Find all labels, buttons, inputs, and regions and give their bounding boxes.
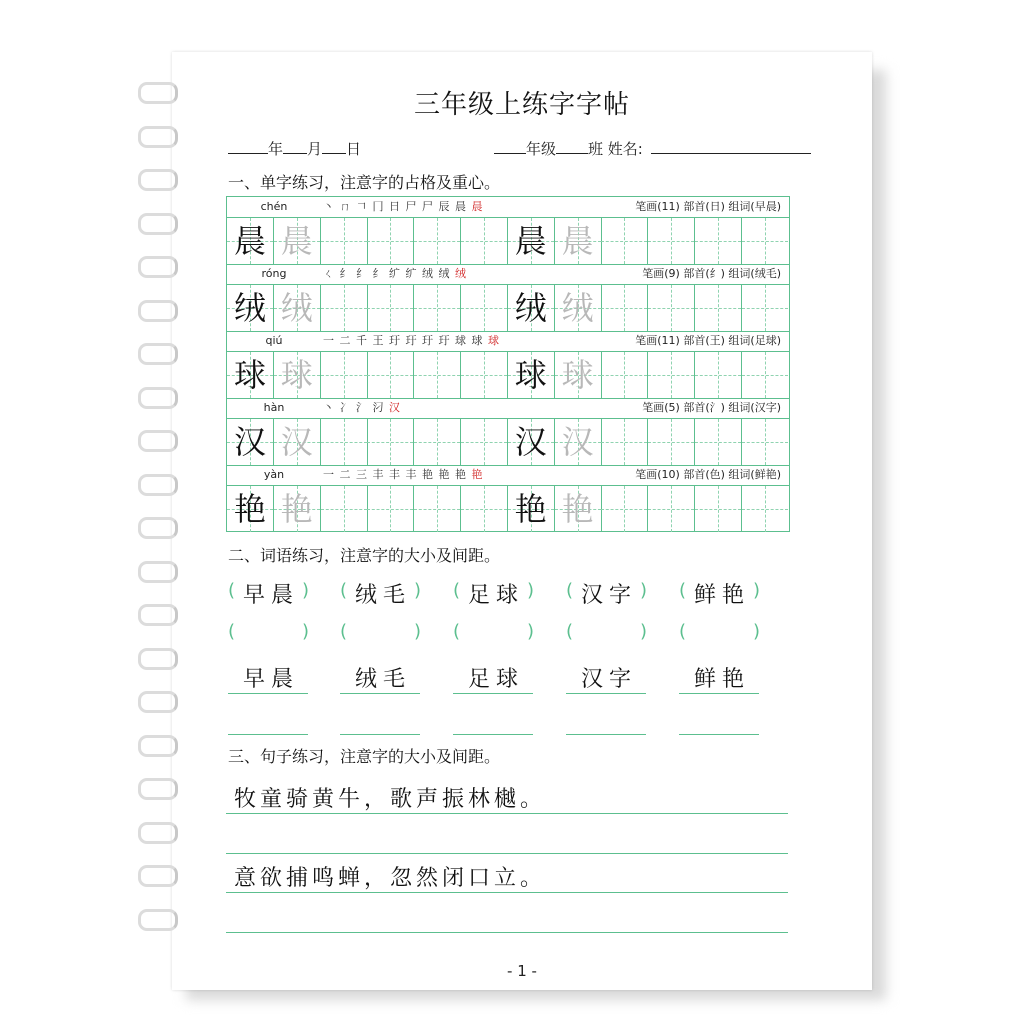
page-title: 三年级上练字字帖 xyxy=(413,90,630,120)
left-paren[interactable]: ( xyxy=(453,621,461,642)
trace-character: 汉 xyxy=(561,423,594,461)
spiral-binding xyxy=(138,82,178,952)
right-paren: ) xyxy=(527,580,535,601)
model-character: 汉 xyxy=(514,423,547,461)
writing-cell[interactable] xyxy=(274,285,321,331)
writing-cell[interactable] xyxy=(367,218,414,264)
binding-ring xyxy=(138,561,178,583)
trace-character: 晨 xyxy=(561,222,594,260)
stroke-order: 一 二 三 丰 丰 丰 艳 艳 艳 艳 xyxy=(323,468,484,481)
pinyin-label: qiú xyxy=(265,334,283,347)
character-meta: 笔画(11) 部首(王) 组词(足球) xyxy=(635,334,781,347)
binding-ring xyxy=(138,865,178,887)
writing-cell[interactable] xyxy=(742,419,789,465)
guide-line xyxy=(695,241,741,242)
class-blank[interactable] xyxy=(556,139,588,154)
pinyin-row xyxy=(227,398,789,418)
writing-cell[interactable] xyxy=(601,419,648,465)
left-paren: ( xyxy=(228,580,236,601)
writing-cell[interactable] xyxy=(742,486,789,532)
month-blank[interactable] xyxy=(283,139,307,154)
year-blank[interactable] xyxy=(228,139,268,154)
word-model: 汉字 xyxy=(580,667,637,692)
word-model: 鲜艳 xyxy=(693,667,750,692)
guide-line xyxy=(695,509,741,510)
writing-cell[interactable] xyxy=(367,419,414,465)
character-row xyxy=(227,419,789,465)
writing-cell[interactable] xyxy=(367,486,414,532)
word-writing-line[interactable] xyxy=(340,734,420,735)
section-2-heading: 二、词语练习，注意字的大小及间距。 xyxy=(228,546,501,565)
writing-cell[interactable] xyxy=(227,352,274,398)
writing-cell[interactable] xyxy=(555,419,602,465)
writing-cell[interactable] xyxy=(695,419,742,465)
writing-cell[interactable] xyxy=(274,419,321,465)
writing-cell[interactable] xyxy=(555,352,602,398)
binding-ring xyxy=(138,517,178,539)
character-row xyxy=(227,218,789,264)
writing-cell[interactable] xyxy=(274,218,321,264)
guide-line xyxy=(461,308,507,309)
binding-ring xyxy=(138,909,178,931)
model-character: 晨 xyxy=(514,222,547,260)
model-character: 艳 xyxy=(233,490,266,528)
word-underline xyxy=(679,693,759,694)
guide-line xyxy=(367,241,413,242)
writing-cell[interactable] xyxy=(695,218,742,264)
guide-line xyxy=(648,442,694,443)
character-row xyxy=(227,285,789,331)
writing-cell[interactable] xyxy=(461,285,508,331)
writing-cell[interactable] xyxy=(321,285,368,331)
guide-line xyxy=(742,509,788,510)
pinyin-label: hàn xyxy=(263,401,285,414)
model-character: 球 xyxy=(233,356,266,394)
guide-line xyxy=(321,509,367,510)
binding-ring xyxy=(138,604,178,626)
binding-ring xyxy=(138,169,178,191)
pinyin-label: yàn xyxy=(263,468,285,481)
word-model: 足球 xyxy=(467,583,524,608)
guide-line xyxy=(648,509,694,510)
writing-cell[interactable] xyxy=(695,486,742,532)
trace-character: 艳 xyxy=(280,490,313,528)
writing-cell[interactable] xyxy=(648,486,695,532)
pinyin-label: chén xyxy=(260,200,288,213)
word-underline xyxy=(453,693,533,694)
sentence-model: 牧童骑黄牛，歌声振林樾。 xyxy=(234,787,547,812)
sentence-writing-line[interactable] xyxy=(226,853,788,854)
writing-cell[interactable] xyxy=(555,285,602,331)
writing-cell[interactable] xyxy=(601,486,648,532)
word-model: 足球 xyxy=(467,667,524,692)
left-paren[interactable]: ( xyxy=(340,621,348,642)
binding-ring xyxy=(138,778,178,800)
writing-cell[interactable] xyxy=(414,218,461,264)
word-writing-line[interactable] xyxy=(228,734,308,735)
student-line xyxy=(494,138,811,159)
binding-ring xyxy=(138,430,178,452)
binding-ring xyxy=(138,691,178,713)
guide-line xyxy=(367,375,413,376)
binding-ring xyxy=(138,256,178,278)
guide-line xyxy=(742,308,788,309)
writing-cell[interactable] xyxy=(648,352,695,398)
character-meta: 笔画(10) 部首(色) 组词(鲜艳) xyxy=(635,468,781,481)
right-paren[interactable]: ) xyxy=(753,621,761,642)
writing-cell[interactable] xyxy=(461,419,508,465)
grade-blank[interactable] xyxy=(494,139,526,154)
writing-cell[interactable] xyxy=(695,285,742,331)
right-paren: ) xyxy=(753,580,761,601)
writing-cell[interactable] xyxy=(742,285,789,331)
writing-cell[interactable] xyxy=(321,352,368,398)
left-paren[interactable]: ( xyxy=(228,621,236,642)
guide-line xyxy=(648,375,694,376)
pinyin-row xyxy=(227,465,789,485)
writing-cell[interactable] xyxy=(508,486,555,532)
binding-ring xyxy=(138,822,178,844)
trace-character: 艳 xyxy=(561,490,594,528)
day-blank[interactable] xyxy=(322,139,346,154)
section-3-heading: 三、句子练习，注意字的大小及间距。 xyxy=(228,747,501,766)
guide-line xyxy=(742,375,788,376)
guide-line xyxy=(601,509,647,510)
writing-cell[interactable] xyxy=(601,352,648,398)
word-model: 汉字 xyxy=(580,583,637,608)
writing-cell[interactable] xyxy=(461,218,508,264)
character-practice-grid xyxy=(226,196,790,532)
word-model: 早晨 xyxy=(242,583,299,608)
writing-cell[interactable] xyxy=(648,218,695,264)
writing-cell[interactable] xyxy=(414,285,461,331)
left-paren[interactable]: ( xyxy=(566,621,574,642)
writing-cell[interactable] xyxy=(414,486,461,532)
writing-cell[interactable] xyxy=(508,285,555,331)
guide-line xyxy=(321,308,367,309)
left-paren: ( xyxy=(566,580,574,601)
word-writing-line[interactable] xyxy=(566,734,646,735)
writing-cell[interactable] xyxy=(648,419,695,465)
writing-cell[interactable] xyxy=(601,218,648,264)
sentence-underline xyxy=(226,813,788,814)
guide-line xyxy=(695,308,741,309)
binding-ring xyxy=(138,474,178,496)
day-label: 日 xyxy=(346,140,362,158)
pinyin-row xyxy=(227,264,789,284)
stroke-order: 丶 ㄇ 𠃍 冂 日 尸 尸 辰 晨 晨 xyxy=(323,200,484,213)
model-character: 绒 xyxy=(514,289,547,327)
left-paren: ( xyxy=(340,580,348,601)
guide-line xyxy=(742,241,788,242)
writing-cell[interactable] xyxy=(508,419,555,465)
year-label: 年 xyxy=(268,140,284,158)
guide-line xyxy=(367,442,413,443)
writing-cell[interactable] xyxy=(227,285,274,331)
name-blank[interactable] xyxy=(651,139,811,154)
guide-line xyxy=(414,308,460,309)
right-paren: ) xyxy=(302,580,310,601)
guide-line xyxy=(414,241,460,242)
sentence-model: 意欲捕鸣蝉，忽然闭口立。 xyxy=(234,866,547,891)
right-paren[interactable]: ) xyxy=(414,621,422,642)
writing-cell[interactable] xyxy=(227,218,274,264)
guide-line xyxy=(321,375,367,376)
month-label: 月 xyxy=(307,140,323,158)
writing-cell[interactable] xyxy=(695,352,742,398)
right-paren[interactable]: ) xyxy=(302,621,310,642)
stroke-order: ㄑ 纟 纟 纟 纩 纩 绒 绒 绒 xyxy=(323,267,467,280)
guide-line xyxy=(601,442,647,443)
guide-line xyxy=(414,442,460,443)
stroke-order: 一 二 千 王 玗 玗 玗 玗 球 球 球 xyxy=(323,334,500,347)
binding-ring xyxy=(138,213,178,235)
stroke-order: 丶 冫 氵 汈 汉 xyxy=(323,401,401,414)
grade-label: 年级 xyxy=(526,140,557,158)
trace-character: 晨 xyxy=(280,222,313,260)
section-1-heading: 一、单字练习，注意字的占格及重心。 xyxy=(228,173,501,192)
guide-line xyxy=(601,241,647,242)
guide-line xyxy=(461,375,507,376)
binding-ring xyxy=(138,343,178,365)
character-row xyxy=(227,486,789,532)
binding-ring xyxy=(138,648,178,670)
writing-cell[interactable] xyxy=(461,352,508,398)
writing-cell[interactable] xyxy=(742,218,789,264)
date-line xyxy=(228,138,361,159)
word-model: 鲜艳 xyxy=(693,583,750,608)
model-character: 晨 xyxy=(233,222,266,260)
model-character: 汉 xyxy=(233,423,266,461)
word-underline xyxy=(340,693,420,694)
trace-character: 球 xyxy=(280,356,313,394)
word-writing-line[interactable] xyxy=(453,734,533,735)
trace-character: 球 xyxy=(561,356,594,394)
trace-character: 汉 xyxy=(280,423,313,461)
guide-line xyxy=(695,442,741,443)
binding-ring xyxy=(138,300,178,322)
word-underline xyxy=(228,693,308,694)
writing-cell[interactable] xyxy=(742,352,789,398)
writing-cell[interactable] xyxy=(555,218,602,264)
sentence-writing-line[interactable] xyxy=(226,932,788,933)
word-model: 早晨 xyxy=(242,667,299,692)
guide-line xyxy=(461,241,507,242)
right-paren: ) xyxy=(640,580,648,601)
writing-cell[interactable] xyxy=(274,486,321,532)
right-paren: ) xyxy=(414,580,422,601)
pinyin-row xyxy=(227,197,789,217)
writing-cell[interactable] xyxy=(367,285,414,331)
guide-line xyxy=(461,442,507,443)
writing-cell[interactable] xyxy=(461,486,508,532)
class-name-label: 班 姓名: xyxy=(588,140,643,158)
writing-cell[interactable] xyxy=(321,486,368,532)
guide-line xyxy=(648,308,694,309)
guide-line xyxy=(414,509,460,510)
writing-cell[interactable] xyxy=(601,285,648,331)
character-meta: 笔画(9) 部首(纟) 组词(绒毛) xyxy=(642,267,781,280)
writing-cell[interactable] xyxy=(414,352,461,398)
guide-line xyxy=(367,308,413,309)
word-writing-line[interactable] xyxy=(679,734,759,735)
trace-character: 绒 xyxy=(561,289,594,327)
writing-cell[interactable] xyxy=(321,419,368,465)
guide-line xyxy=(461,509,507,510)
pinyin-row xyxy=(227,331,789,351)
guide-line xyxy=(414,375,460,376)
word-model: 绒毛 xyxy=(354,667,411,692)
word-underline xyxy=(566,693,646,694)
guide-line xyxy=(601,375,647,376)
guide-line xyxy=(321,442,367,443)
guide-line xyxy=(321,241,367,242)
left-paren: ( xyxy=(453,580,461,601)
writing-cell[interactable] xyxy=(321,218,368,264)
guide-line xyxy=(742,442,788,443)
guide-line xyxy=(648,241,694,242)
writing-cell[interactable] xyxy=(274,352,321,398)
model-character: 球 xyxy=(514,356,547,394)
guide-line xyxy=(601,308,647,309)
model-character: 艳 xyxy=(514,490,547,528)
writing-cell[interactable] xyxy=(227,486,274,532)
right-paren[interactable]: ) xyxy=(640,621,648,642)
model-character: 绒 xyxy=(233,289,266,327)
pinyin-label: róng xyxy=(261,267,287,280)
character-meta: 笔画(5) 部首(氵) 组词(汉字) xyxy=(642,401,781,414)
binding-ring xyxy=(138,735,178,757)
guide-line xyxy=(367,509,413,510)
writing-cell[interactable] xyxy=(508,218,555,264)
writing-cell[interactable] xyxy=(508,352,555,398)
left-paren: ( xyxy=(679,580,687,601)
binding-ring xyxy=(138,126,178,148)
character-meta: 笔画(11) 部首(日) 组词(早晨) xyxy=(635,200,781,213)
right-paren[interactable]: ) xyxy=(527,621,535,642)
writing-cell[interactable] xyxy=(555,486,602,532)
writing-cell[interactable] xyxy=(227,419,274,465)
character-row xyxy=(227,352,789,398)
writing-cell[interactable] xyxy=(648,285,695,331)
left-paren[interactable]: ( xyxy=(679,621,687,642)
writing-cell[interactable] xyxy=(367,352,414,398)
trace-character: 绒 xyxy=(280,289,313,327)
word-model: 绒毛 xyxy=(354,583,411,608)
writing-cell[interactable] xyxy=(414,419,461,465)
binding-ring xyxy=(138,387,178,409)
sentence-underline xyxy=(226,892,788,893)
page-number: - 1 - xyxy=(507,962,537,980)
guide-line xyxy=(695,375,741,376)
